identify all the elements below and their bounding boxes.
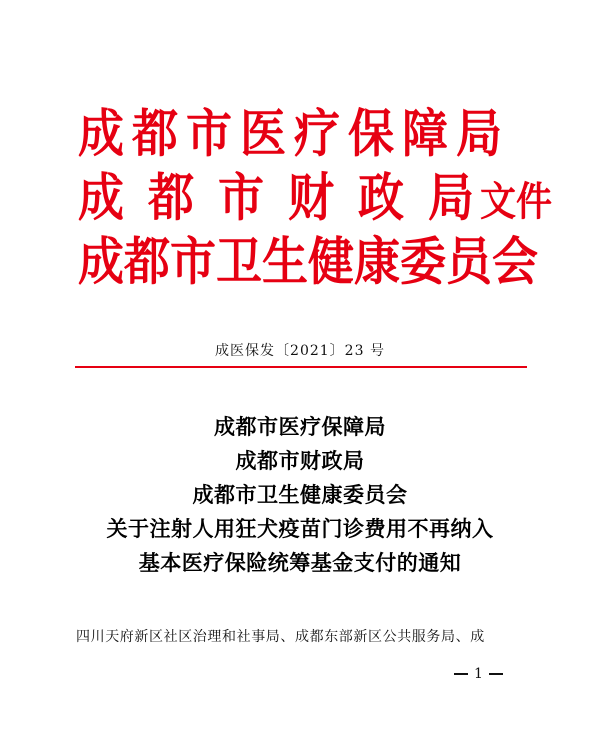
document-title <box>0 410 600 580</box>
red-separator-rule <box>75 366 527 368</box>
letterhead-document-suffix: 文件 <box>480 178 553 225</box>
page-number-dash-left <box>454 673 468 675</box>
letterhead-issuer-3-text: 成都市卫生健康委员会 <box>78 231 538 292</box>
letterhead-issuer-2 <box>78 167 553 230</box>
title-line-2: 成都市财政局 <box>235 448 365 473</box>
title-line-3: 成都市卫生健康委员会 <box>192 482 408 507</box>
title-line-4: 关于注射人用狂犬疫苗门诊费用不再纳入 <box>106 516 494 541</box>
title-line-1: 成都市医疗保障局 <box>214 414 386 439</box>
letterhead-issuer-1 <box>78 103 510 166</box>
letterhead-issuer-2-text: 成都市财政局 <box>78 167 498 228</box>
title-line-5: 基本医疗保险统筹基金支付的通知 <box>138 550 462 575</box>
recipients-line: 四川天府新区社区治理和社事局、成都东部新区公共服务局、成 <box>76 629 485 645</box>
page-number <box>454 666 503 682</box>
page-number-dash-right <box>489 673 503 675</box>
document-number: 成医保发〔2021〕23 号 <box>215 343 385 359</box>
letterhead-issuer-3 <box>78 231 538 294</box>
letterhead-issuer-1-text: 成都市医疗保障局 <box>78 103 510 164</box>
page-number-value: 1 <box>474 666 483 682</box>
